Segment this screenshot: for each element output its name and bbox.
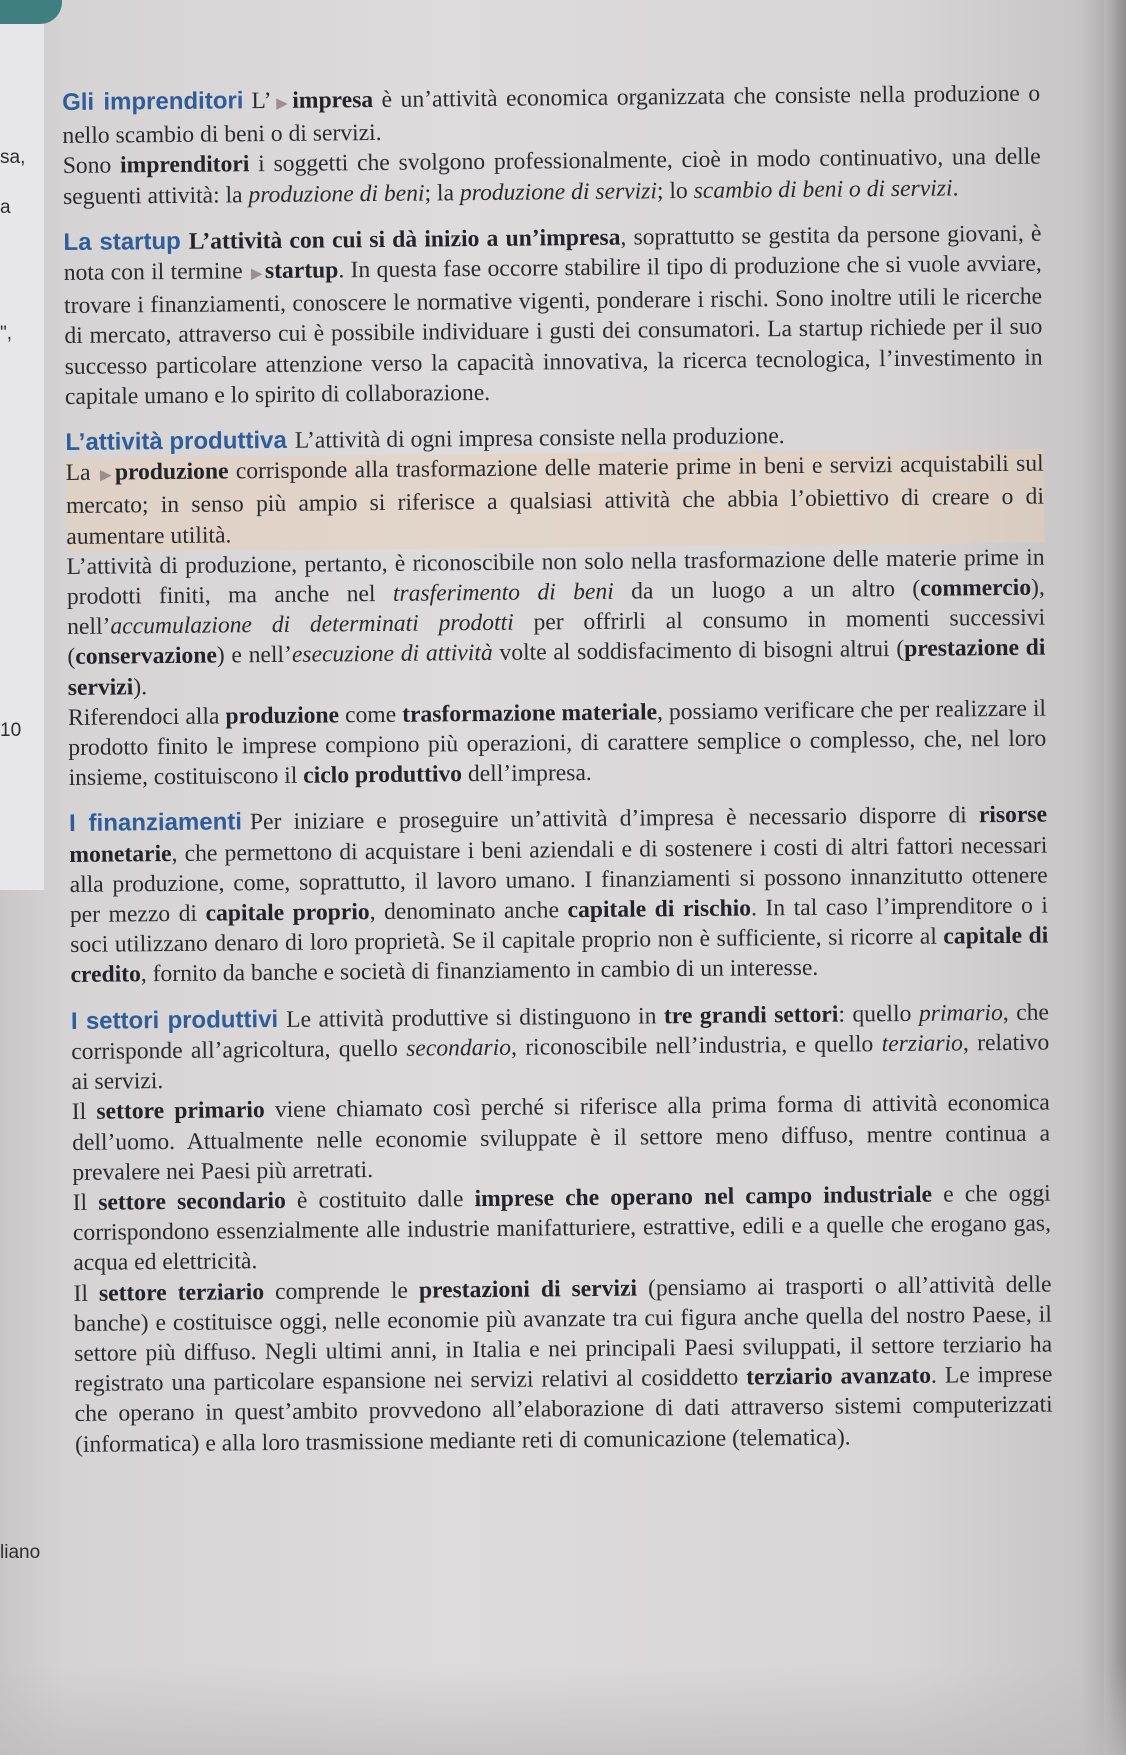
paragraph: I finanziamenti Per iniziare e proseguire un’attività d’impresa è necessario disporre di risorse monetarie, che permettono di acquistare i beni aziendali e di sostenere i costi di altri fattori necessari alla produzione, come, soprattutto, il lavoro umano. I finanziamenti si possono innanzitutto ottenere per mezzo di capitale proprio, denominato anche capitale di rischio. In tal caso l’imprenditore o i soci utilizzano denaro di loro proprietà. Se il capitale proprio non è sufficiente, si ricorre al capitale di credito, fornito da banche e società di finanziamento in cambio di un interesse. bbox=[68, 802, 1049, 989]
paragraph: Il settore secondario è costituito dalle imprese che operano nel campo industriale e che oggi corrispondono essenzialmente alle industrie manifatturiere, estrattive, edili e a quelle che erogano gas, acqua ed elettricità. bbox=[72, 1180, 1052, 1277]
margin-note: a bbox=[0, 197, 11, 218]
margin-note: 10 bbox=[0, 720, 22, 741]
paragraph: L’attività di produzione, pertanto, è riconoscibile non solo nella trasformazione delle materie prime in prodotti finiti, ma anche nel trasferimento di beni da un luogo a un altro (commercio), nell’accumulazione di determinati prodotti per offrirli al consumo in momenti successivi (conservazione) e nell’esecuzione di attività volte al soddisfacimento di bisogni altrui (prestazione di servizi). bbox=[66, 544, 1046, 701]
margin-note: liano bbox=[0, 1542, 41, 1563]
section-heading: I finanziamenti bbox=[68, 808, 243, 838]
section-heading: Gli imprenditori bbox=[62, 87, 244, 116]
glossary-arrow-icon: ▶ bbox=[273, 95, 291, 112]
page-body bbox=[62, 79, 1053, 1476]
margin-note: ", bbox=[0, 323, 13, 344]
section-heading: L’attività produttiva bbox=[65, 426, 287, 457]
section-settori-produttivi bbox=[71, 997, 1053, 1459]
page-edge bbox=[1104, 0, 1126, 1755]
section-attivita-produttiva bbox=[65, 419, 1046, 794]
glossary-arrow-icon: ▶ bbox=[99, 467, 113, 484]
paragraph: L’attività produttiva L’attività di ogni impresa consiste nella produzione. bbox=[65, 423, 785, 457]
paragraph: Riferendoci alla produzione come trasformazione materiale, possiamo verificare che per realizzare il prodotto finito le imprese compiono più operazioni, di carattere semplice o complesso, che, nel loro insieme, costituiscono il ciclo produttivo dell’impresa. bbox=[67, 695, 1047, 792]
highlighted-paragraph: La ▶produzione corrisponde alla trasformazione delle materie prime in beni e servizi acquistabili sul mercato; in senso più ampio si riferisce a qualsiasi attività che abbia l’obiettivo di creare o di aumentare utilità. bbox=[66, 449, 1045, 552]
page-tab bbox=[0, 0, 62, 24]
section-finanziamenti bbox=[69, 800, 1049, 991]
section-heading: I settori produttivi bbox=[70, 1005, 279, 1035]
glossary-arrow-icon: ▶ bbox=[250, 266, 264, 283]
margin-note: sa, bbox=[0, 147, 26, 168]
paragraph: Il settore terziario comprende le prestazioni di servizi (pensiamo ai trasporti o all’attività delle banche) e costituisce oggi, nelle economie più avanzate tra cui figura anche quella del nostro Paese, il settore più diffuso. Negli ultimi anni, in Italia e nei principali Paesi sviluppati, il settore terziario ha registrato una particolare espansione nei servizi relativi al cosiddetto terziario avanzato. Le imprese che operano in quest’ambito provvedono all’elaborazione di dati attraverso sistemi computerizzati (informatica) e alla loro trasmissione mediante reti di comunicazione (telematica). bbox=[73, 1271, 1053, 1458]
section-heading: La startup bbox=[63, 227, 181, 256]
paragraph: Il settore primario viene chiamato così perché si riferisce alla prima forma di attività economica dell’uomo. Attualmente nelle economie sviluppate è il settore meno diffuso, mentre continua a prevalere nei Paesi più arretrati. bbox=[71, 1089, 1051, 1186]
page-bottom-shadow bbox=[0, 1665, 1126, 1755]
paragraph: Sono imprenditori i soggetti che svolgono professionalmente, cioè in modo continuativo, una delle seguenti attività: la produzione di beni; la produzione di servizi; lo scambio di beni o di servizi. bbox=[62, 144, 1041, 210]
paragraph: La startup L’attività con cui si dà inizio a un’impresa, soprattutto se gestita da persone giovani, è nota con il termine ▶startup. In questa fase occorre stabilire il tipo di produzione che si vuole avviare, trovare i finanziamenti, conoscere le normative vigenti, ponderare i rischi. Sono inoltre utili le ricerche di mercato, attraverso cui è possibile individuare i gusti dei consumatori. La startup richiede per il suo successo particolare attenzione verso la capacità innovativa, la ricerca tecnologica, l’investimento in capitale umano e lo spirito di collaborazione. bbox=[63, 220, 1043, 410]
paragraph: I settori produttivi Le attività produttive si distinguono in tre grandi settori: quello primario, che corrisponde all’agricoltura, quello secondario, riconoscibile nell’industria, e quello terziario, relativo ai servizi. bbox=[70, 999, 1050, 1096]
margin-strip bbox=[0, 0, 44, 890]
section-imprenditori bbox=[62, 79, 1041, 212]
section-startup bbox=[63, 218, 1043, 412]
paragraph: Gli imprenditori L’ ▶impresa è un’attività economica organizzata che consiste nella produzione o nello scambio di beni o di servizi. bbox=[62, 80, 1041, 150]
